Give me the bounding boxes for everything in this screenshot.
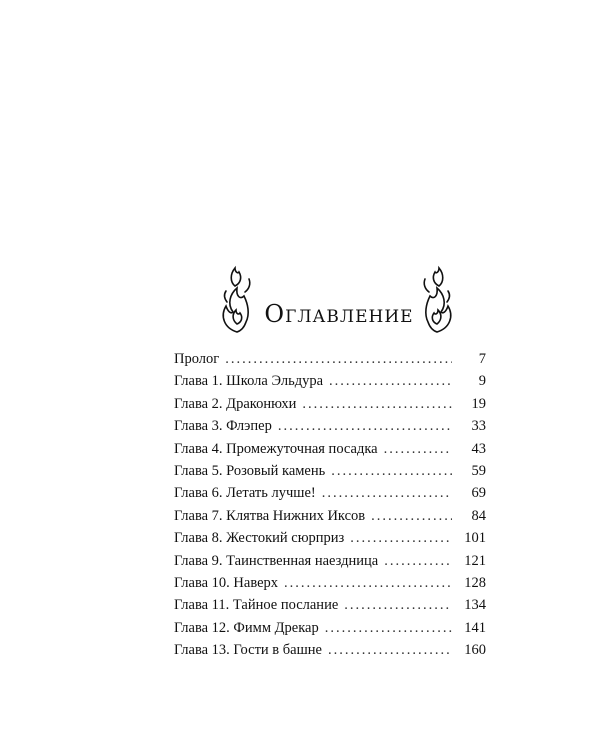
toc-dot-leader xyxy=(384,553,452,570)
toc-entry[interactable] xyxy=(174,463,486,485)
toc-entry-page: 19 xyxy=(471,395,486,412)
toc-dot-leader xyxy=(350,530,452,547)
flame-ornament-icon xyxy=(218,262,256,334)
toc-entry-page: 7 xyxy=(478,351,486,367)
toc-entry-title: Глава 8. Жестокий сюрприз xyxy=(174,530,345,547)
toc-entry-title: Глава 9. Таинственная наездница xyxy=(174,552,379,569)
toc-entry-page: 59 xyxy=(471,462,486,479)
toc-entry-title: Глава 6. Летать лучше! xyxy=(174,485,316,502)
toc-entry-page: 128 xyxy=(464,574,486,591)
toc-entry-page: 9 xyxy=(478,373,486,390)
toc-entry[interactable] xyxy=(174,553,486,575)
toc-entry[interactable] xyxy=(174,418,486,440)
toc-dot-leader xyxy=(331,463,452,480)
toc-entry-title: Глава 10. Наверх xyxy=(174,574,279,591)
toc-entry-page: 43 xyxy=(471,440,486,457)
toc-entry[interactable] xyxy=(174,530,486,552)
toc-entry-page: 121 xyxy=(464,552,486,569)
toc-entry-title: Глава 11. Тайное послание xyxy=(174,597,339,614)
toc-entry-page: 134 xyxy=(464,597,486,614)
toc-entry-title: Глава 5. Розовый камень xyxy=(174,462,326,479)
toc-entry-page: 84 xyxy=(471,507,486,524)
contents-title: Оглавление xyxy=(264,300,414,328)
contents-heading xyxy=(218,262,458,334)
toc-entry-title: Глава 13. Гости в башне xyxy=(174,642,322,659)
toc-entry-page: 33 xyxy=(471,418,486,435)
toc-entry-page: 160 xyxy=(464,642,486,659)
toc-entry[interactable] xyxy=(174,441,486,463)
toc-dot-leader xyxy=(344,597,452,614)
table-of-contents xyxy=(174,351,486,664)
toc-dot-leader xyxy=(328,642,452,659)
toc-dot-leader xyxy=(325,620,452,637)
toc-entry-title: Глава 7. Клятва Нижних Иксов xyxy=(174,507,366,524)
toc-entry-page: 101 xyxy=(464,530,486,547)
toc-dot-leader xyxy=(384,441,452,458)
toc-entry-page: 141 xyxy=(464,619,486,636)
toc-entry[interactable] xyxy=(174,575,486,597)
toc-entry[interactable] xyxy=(174,508,486,530)
toc-dot-leader xyxy=(284,575,452,592)
toc-entry[interactable] xyxy=(174,485,486,507)
toc-entry-title: Пролог xyxy=(174,351,220,367)
toc-entry-title: Глава 12. Фимм Дрекар xyxy=(174,619,319,636)
toc-entry[interactable] xyxy=(174,396,486,418)
toc-dot-leader xyxy=(322,485,452,502)
toc-dot-leader xyxy=(302,396,452,413)
flame-ornament-icon xyxy=(418,262,456,334)
toc-entry[interactable] xyxy=(174,351,486,373)
toc-entry[interactable] xyxy=(174,597,486,619)
toc-entry[interactable] xyxy=(174,642,486,664)
toc-entry-title: Глава 1. Школа Эльдура xyxy=(174,373,324,390)
toc-dot-leader xyxy=(329,373,452,390)
toc-dot-leader xyxy=(371,508,452,525)
toc-dot-leader xyxy=(225,351,452,368)
toc-entry-title: Глава 2. Драконюхи xyxy=(174,395,297,412)
toc-entry-page: 69 xyxy=(471,485,486,502)
toc-entry-title: Глава 4. Промежуточная посадка xyxy=(174,440,378,457)
toc-dot-leader xyxy=(278,418,452,435)
toc-entry[interactable] xyxy=(174,373,486,395)
toc-entry[interactable] xyxy=(174,620,486,642)
toc-entry-title: Глава 3. Флэпер xyxy=(174,418,272,435)
